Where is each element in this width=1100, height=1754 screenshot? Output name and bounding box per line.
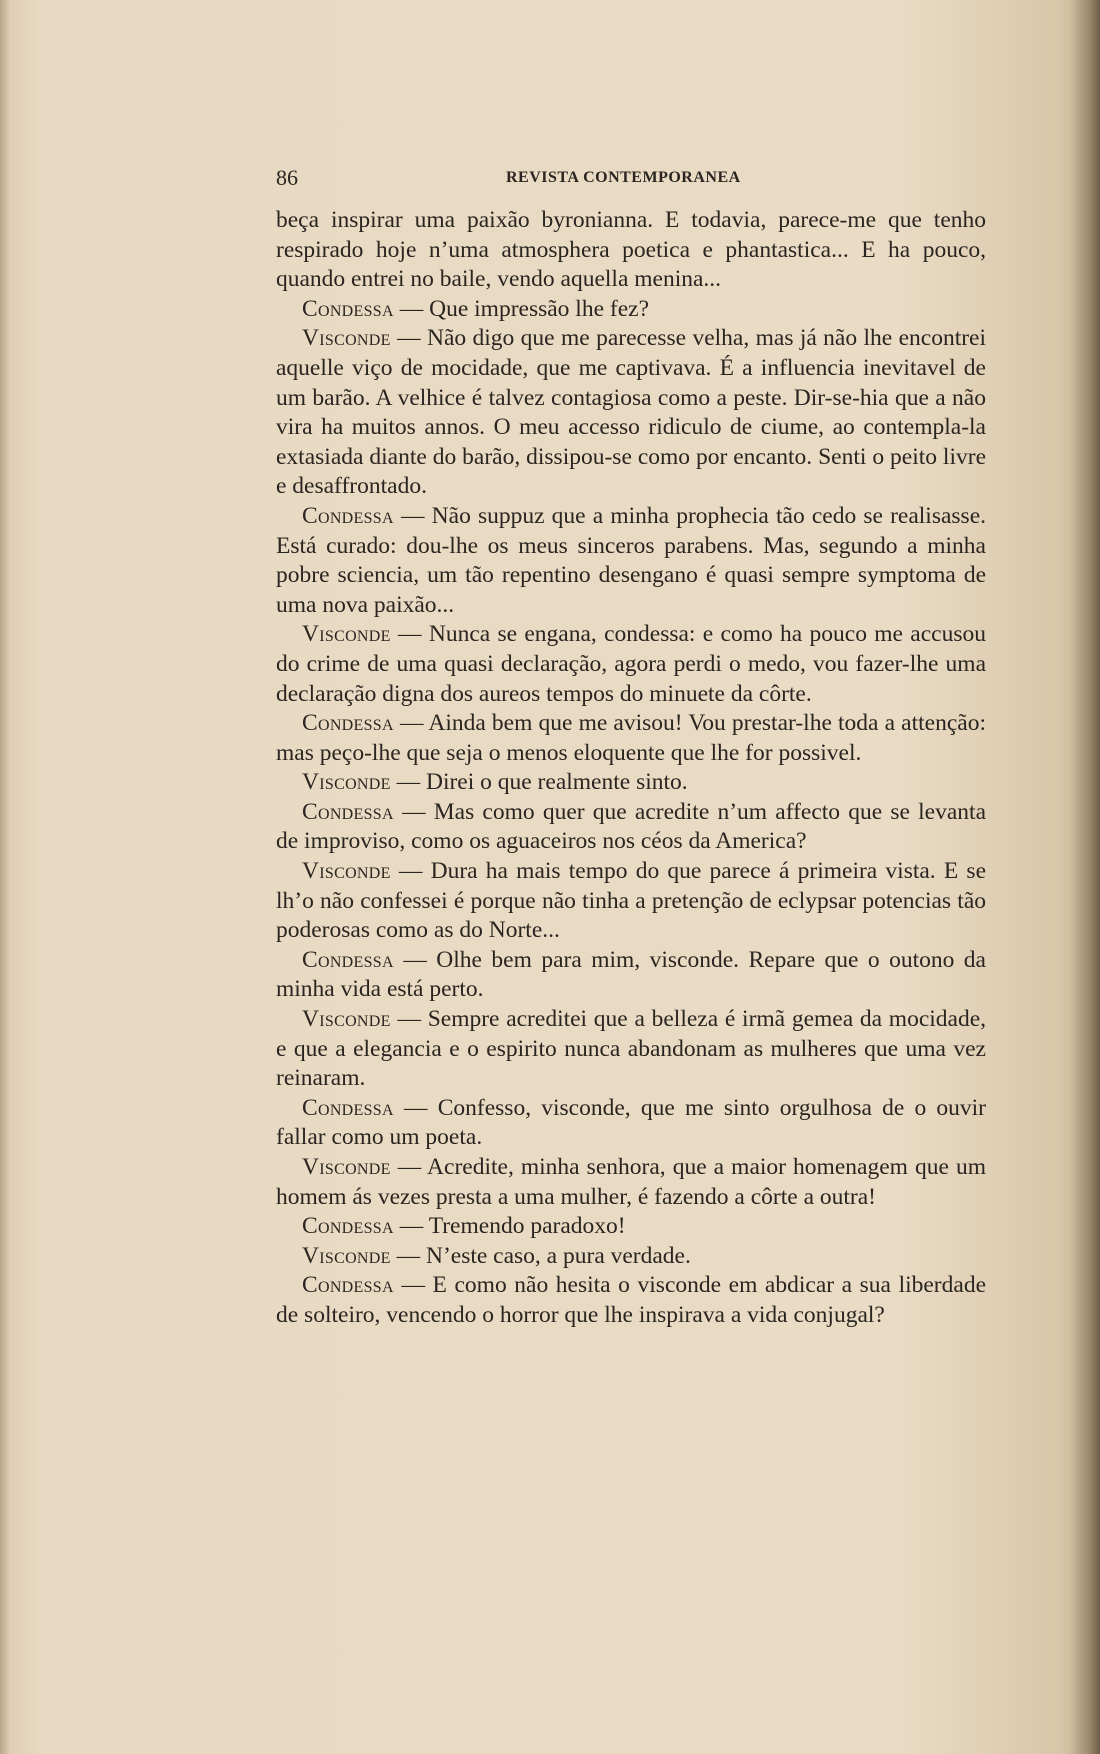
dialogue-turn	[276, 324, 986, 502]
em-dash: —	[390, 325, 427, 352]
em-dash: —	[390, 621, 429, 648]
speaker-name: Condessa	[302, 295, 394, 322]
speaker-name: Visconde	[302, 621, 391, 648]
dialogue-turn	[276, 768, 986, 798]
speech-text: Sempre acreditei que a belleza é irmã gemea da mocidade, e que a elegancia e o espirito nunca abandonam as mulheres que uma vez reinaram.	[276, 1006, 987, 1092]
em-dash: —	[390, 1154, 428, 1180]
dialogue	[276, 295, 986, 1331]
running-title: REVISTA CONTEMPORANEA	[506, 169, 741, 186]
em-dash: —	[390, 1242, 426, 1269]
dialogue-turn	[276, 709, 986, 768]
speaker-name: Visconde	[302, 858, 391, 885]
page-body	[276, 206, 986, 1331]
speech-text: Confesso, visconde, que me sinto orgulhosa de o ouvir fallar como um poeta.	[276, 1094, 987, 1151]
speech-text: Acredite, minha senhora, que a maior homenagem que um homem ás vezes presta a uma mulher, é fazendo a côrte a outra!	[276, 1154, 986, 1210]
page-right-shadow	[1070, 0, 1100, 1754]
speaker-name: Condessa	[302, 1094, 394, 1121]
em-dash: —	[390, 769, 426, 796]
em-dash: —	[390, 858, 431, 885]
speech-text: Mas como quer que acredite n’um affecto que se levanta de improviso, como os aguaceiros nos céos da America?	[276, 798, 986, 855]
speaker-name: Condessa	[302, 710, 394, 737]
speech-text: Nunca se engana, condessa: e como ha pouco me accusou do crime de uma quasi declaração, agora perdi o medo, vou fazer-lhe uma declaração digna dos aureos tempos do minuete da côrte.	[276, 621, 986, 707]
speaker-name: Visconde	[302, 1154, 391, 1180]
speech-text: Dura ha mais tempo do que parece á primeira vista. E se lh’o não confessei é porque não tinha a pretenção de eclypsar potencias tão poderosas como as do Norte...	[276, 858, 987, 944]
speech-text: Tremendo paradoxo!	[428, 1213, 626, 1240]
dialogue-turn	[276, 946, 986, 1005]
speech-text: Olhe bem para mim, visconde. Repare que o outono da minha vida está perto.	[276, 946, 986, 1003]
speaker-name: Visconde	[302, 769, 391, 796]
dialogue-turn	[276, 1212, 986, 1242]
em-dash: —	[393, 1094, 438, 1121]
speaker-name: Condessa	[302, 502, 394, 529]
em-dash: —	[390, 1006, 428, 1033]
dialogue-turn	[276, 1094, 986, 1153]
page-number: 86	[276, 165, 298, 190]
speaker-name: Condessa	[302, 798, 394, 825]
speech-text: Que impressão lhe fez?	[429, 295, 650, 322]
speech-text: Não suppuz que a minha prophecia tão cedo se realisasse. Está curado: dou-lhe os meus sinceros parabens. Mas, segundo a minha pobre sciencia, um tão repentino desengano é quasi sempre symptoma de uma nova paixão...	[276, 502, 986, 618]
dialogue-turn	[276, 857, 986, 946]
em-dash: —	[393, 710, 429, 737]
speaker-name: Condessa	[302, 1213, 394, 1240]
dialogue-turn	[276, 1153, 986, 1212]
dialogue-turn	[276, 798, 986, 857]
em-dash: —	[393, 502, 432, 529]
speaker-name: Condessa	[302, 1272, 394, 1299]
dialogue-turn	[276, 620, 986, 709]
page-left-shadow	[0, 0, 10, 1754]
speech-text: Não digo que me parecesse velha, mas já não lhe encontrei aquelle viço de mocidade, que me captivava. É a influencia inevitavel de um barão. A velhice é talvez contagiosa como a peste. Dir-se-hia que a não vira ha muitos annos. O meu accesso ridiculo de ciume, ao contempla-la extasiada diante do barão, dissipou-se como por encanto. Senti o peito livre e desaffrontado.	[276, 325, 987, 500]
speaker-name: Condessa	[302, 946, 394, 973]
dialogue-turn	[276, 295, 986, 325]
em-dash: —	[393, 798, 434, 825]
dialogue-turn	[276, 1271, 986, 1330]
intro-paragraph: beça inspirar uma paixão byronianna. E todavia, parece-me que tenho respirado hoje n’uma atmosphera poetica e phantastica... E ha pouco, quando entrei no baile, vendo aquella menina...	[276, 207, 986, 293]
speech-text: Ainda bem que me avisou! Vou prestar-lhe toda a attenção: mas peço-lhe que seja o menos eloquente que lhe for possivel.	[276, 710, 986, 766]
speaker-name: Visconde	[302, 1242, 391, 1269]
em-dash: —	[393, 1272, 433, 1299]
dialogue-turn	[276, 1242, 986, 1272]
dialogue-turn	[276, 1005, 986, 1094]
em-dash: —	[393, 946, 437, 973]
page-header	[276, 165, 996, 197]
speaker-name: Visconde	[302, 1006, 391, 1033]
speech-text: N’este caso, a pura verdade.	[425, 1242, 691, 1269]
dialogue-turn	[276, 502, 986, 620]
speaker-name: Visconde	[302, 325, 391, 352]
em-dash: —	[393, 295, 430, 322]
speech-text: Direi o que realmente sinto.	[425, 769, 688, 796]
em-dash: —	[393, 1213, 429, 1240]
speech-text: E como não hesita o visconde em abdicar a sua liberdade de solteiro, vencendo o horror que lhe inspirava a vida conjugal?	[276, 1272, 986, 1328]
